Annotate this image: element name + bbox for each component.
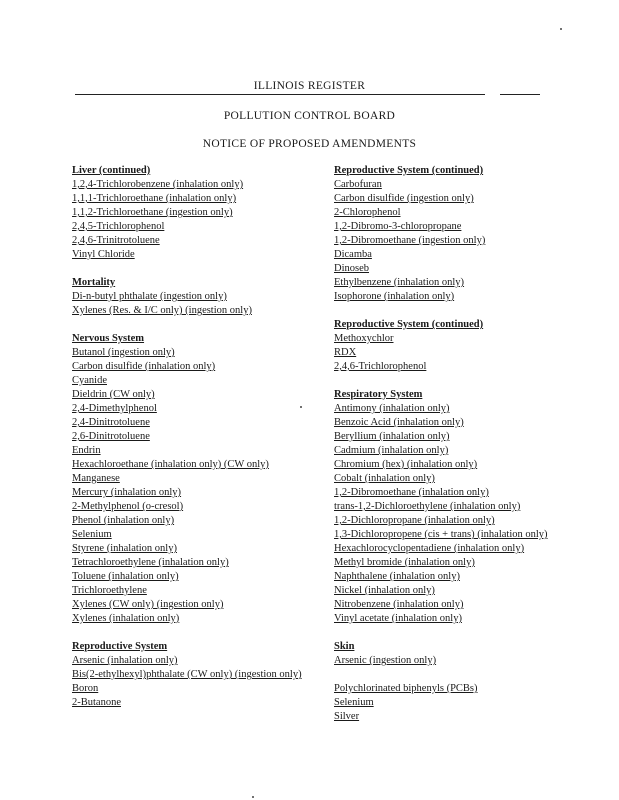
list-item: Methoxychlor bbox=[334, 333, 394, 344]
list-item: Dieldrin (CW only) bbox=[72, 389, 155, 400]
list-item: Tetrachloroethylene (inhalation only) bbox=[72, 557, 229, 568]
list-item: Chromium (hex) (inhalation only) bbox=[334, 459, 478, 470]
list-item: Selenium bbox=[72, 529, 112, 540]
register-title: ILLINOIS REGISTER bbox=[253, 80, 366, 92]
section bbox=[72, 640, 322, 710]
section-heading: Reproductive System (continued) bbox=[334, 319, 484, 330]
right-column bbox=[334, 164, 584, 738]
section bbox=[334, 164, 584, 304]
list-item: Ethylbenzene (inhalation only) bbox=[334, 277, 465, 288]
list-item: Silver bbox=[334, 711, 360, 722]
list-item: 2-Methylphenol (o-cresol) bbox=[72, 501, 184, 512]
list-item: Dicamba bbox=[334, 249, 372, 260]
list-item: 2-Chlorophenol bbox=[334, 207, 401, 218]
section bbox=[72, 332, 322, 626]
list-item: 2,4-Dinitrotoluene bbox=[72, 417, 150, 428]
list-item: Di-n-butyl phthalate (ingestion only) bbox=[72, 291, 227, 302]
list-item: Butanol (ingestion only) bbox=[72, 347, 175, 358]
section-heading: Mortality bbox=[72, 277, 116, 288]
list-item: Cyanide bbox=[72, 375, 107, 386]
list-item: 2,4,6-Trichlorophenol bbox=[334, 361, 427, 372]
section bbox=[72, 164, 322, 262]
board-title: POLLUTION CONTROL BOARD bbox=[223, 110, 396, 122]
list-item: Styrene (inhalation only) bbox=[72, 543, 177, 554]
list-item: Dinoseb bbox=[334, 263, 369, 274]
list-item bbox=[334, 668, 584, 682]
list-item: Cadmium (inhalation only) bbox=[334, 445, 449, 456]
list-item: 1,2,4-Trichlorobenzene (inhalation only) bbox=[72, 179, 244, 190]
scan-speck bbox=[560, 28, 562, 30]
list-item: Bis(2-ethylhexyl)phthalate (CW only) (ingestion only) bbox=[72, 669, 302, 680]
list-item: Carbon disulfide (ingestion only) bbox=[334, 193, 474, 204]
list-item: Arsenic (inhalation only) bbox=[72, 655, 178, 666]
list-item: Xylenes (Res. & I/C only) (ingestion only) bbox=[72, 305, 252, 316]
list-item: 2,4-Dimethylphenol bbox=[72, 403, 157, 414]
list-item: 1,1,2-Trichloroethane (ingestion only) bbox=[72, 207, 233, 218]
list-item: Boron bbox=[72, 683, 99, 694]
list-item: 2,6-Dinitrotoluene bbox=[72, 431, 150, 442]
list-item: 2-Butanone bbox=[72, 697, 121, 708]
list-item: Arsenic (ingestion only) bbox=[334, 655, 437, 666]
section bbox=[334, 388, 584, 626]
section bbox=[72, 276, 322, 318]
section-heading: Nervous System bbox=[72, 333, 145, 344]
list-item: Endrin bbox=[72, 445, 101, 456]
list-item: 2,4,6-Trinitrotoluene bbox=[72, 235, 160, 246]
section-heading: Liver (continued) bbox=[72, 165, 151, 176]
list-item: Xylenes (inhalation only) bbox=[72, 613, 180, 624]
list-item: Manganese bbox=[72, 473, 120, 484]
list-item: trans-1,2-Dichloroethylene (inhalation only) bbox=[334, 501, 521, 512]
list-item: Phenol (inhalation only) bbox=[72, 515, 175, 526]
list-item: Isophorone (inhalation only) bbox=[334, 291, 455, 302]
list-item: 1,2-Dibromoethane (inhalation only) bbox=[334, 487, 489, 498]
list-item: Vinyl Chloride bbox=[72, 249, 135, 260]
notice-title: NOTICE OF PROPOSED AMENDMENTS bbox=[202, 138, 417, 150]
list-item: RDX bbox=[334, 347, 357, 358]
section-heading: Reproductive System bbox=[72, 641, 168, 652]
list-item: Cobalt (inhalation only) bbox=[334, 473, 435, 484]
list-item: 1,2-Dichloropropane (inhalation only) bbox=[334, 515, 495, 526]
list-item: 1,1,1-Trichloroethane (inhalation only) bbox=[72, 193, 237, 204]
list-item: 1,2-Dibromo-3-chloropropane bbox=[334, 221, 462, 232]
header-rule-left bbox=[75, 94, 485, 95]
header-rule-right bbox=[500, 94, 540, 95]
left-column bbox=[72, 164, 322, 724]
scan-speck bbox=[300, 406, 302, 408]
list-item: Benzoic Acid (inhalation only) bbox=[334, 417, 464, 428]
list-item: Trichloroethylene bbox=[72, 585, 147, 596]
list-item: Naphthalene (inhalation only) bbox=[334, 571, 460, 582]
scan-speck bbox=[252, 796, 254, 798]
section bbox=[334, 318, 584, 374]
list-item: Vinyl acetate (inhalation only) bbox=[334, 613, 462, 624]
list-item: Xylenes (CW only) (ingestion only) bbox=[72, 599, 224, 610]
list-item: 2,4,5-Trichlorophenol bbox=[72, 221, 165, 232]
list-item: Carbofuran bbox=[334, 179, 382, 190]
list-item: Nickel (inhalation only) bbox=[334, 585, 435, 596]
list-item: Antimony (inhalation only) bbox=[334, 403, 450, 414]
list-item: Mercury (inhalation only) bbox=[72, 487, 182, 498]
list-item: Nitrobenzene (inhalation only) bbox=[334, 599, 464, 610]
list-item: Carbon disulfide (inhalation only) bbox=[72, 361, 216, 372]
list-item: Selenium bbox=[334, 697, 374, 708]
section bbox=[334, 640, 584, 724]
list-item: Hexachlorocyclopentadiene (inhalation only) bbox=[334, 543, 525, 554]
section-heading: Reproductive System (continued) bbox=[334, 165, 484, 176]
list-item: Toluene (inhalation only) bbox=[72, 571, 179, 582]
list-item: 1,2-Dibromoethane (ingestion only) bbox=[334, 235, 486, 246]
section-heading: Skin bbox=[334, 641, 355, 652]
list-item: 1,3-Dichloropropene (cis + trans) (inhalation only) bbox=[334, 529, 548, 540]
list-item: Polychlorinated biphenyls (PCBs) bbox=[334, 683, 478, 694]
list-item: Methyl bromide (inhalation only) bbox=[334, 557, 475, 568]
section-heading: Respiratory System bbox=[334, 389, 423, 400]
list-item: Beryllium (inhalation only) bbox=[334, 431, 450, 442]
list-item: Hexachloroethane (inhalation only) (CW only) bbox=[72, 459, 269, 470]
